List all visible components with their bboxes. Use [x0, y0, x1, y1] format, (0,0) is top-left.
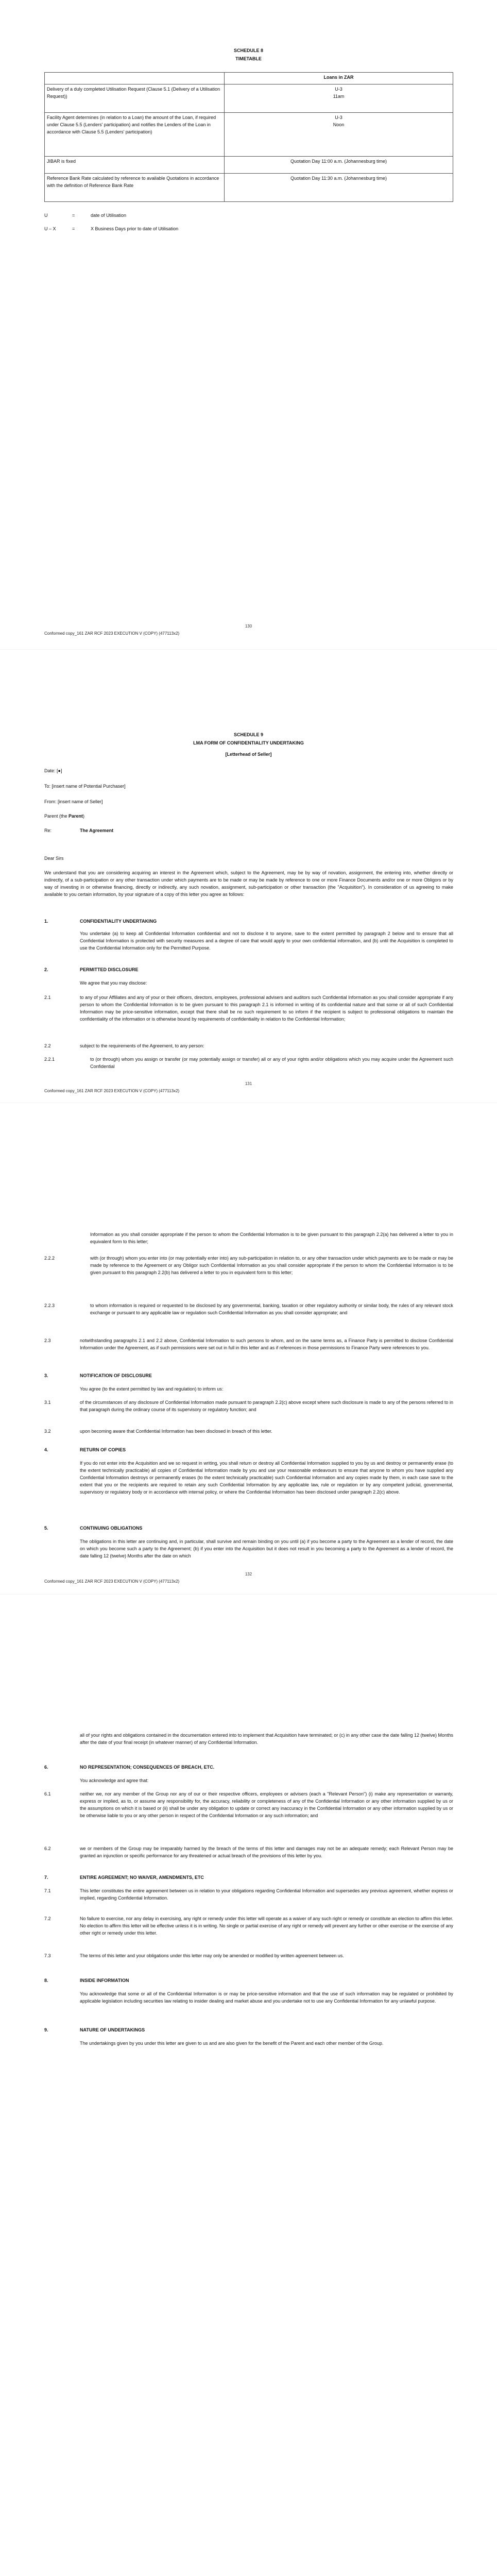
letter-parent: Parent (the Parent)	[44, 814, 85, 819]
section-heading: CONFIDENTIALITY UNDERTAKING	[80, 919, 157, 924]
clause-number: 7.2	[44, 1916, 51, 1921]
section-heading: RETURN OF COPIES	[80, 1447, 126, 1452]
section-number: 2.	[44, 967, 48, 972]
definition-equals: =	[72, 226, 75, 231]
section-heading: PERMITTED DISCLOSURE	[80, 967, 139, 972]
page-divider	[0, 649, 497, 650]
letter-from: From: [insert name of Seller]	[44, 799, 103, 804]
page-footer: Conformed copy_161 ZAR RCF 2023 EXECUTION V (COPY) (477113x2)	[44, 631, 180, 636]
table-row	[45, 157, 453, 174]
page-footer: Conformed copy_161 ZAR RCF 2023 EXECUTION V (COPY) (477113x2)	[44, 1579, 180, 1584]
letter-re-label: Re:	[44, 828, 52, 833]
letter-re-value: The Agreement	[80, 828, 114, 833]
clause-number: 2.2.3	[44, 1303, 55, 1308]
section-text: The undertakings given by you under this letter are given to us and are also given for the benefit of the Parent and each other member of the Group.	[80, 2041, 384, 2046]
definition-text: X Business Days prior to date of Utilisation	[91, 226, 179, 231]
page-number: 130	[245, 624, 252, 629]
row-value: Quotation Day 11:30 a.m. (Johannesburg time)	[225, 174, 453, 202]
clause-text: with (or through) whom you enter into (or may potentially enter into) any sub-participation in relation to, or any other transaction under which payments are to be made or may be made by reference to the Agreement or any Obligor such Confidential Information as you shall consider appropriate if the person to whom the Confidential Information is to be given pursuant to this paragraph 2.2(b) has delivered a letter to you in equivalent form to this letter;	[90, 1256, 453, 1275]
row-value: U-3 Noon	[225, 113, 453, 157]
section-number: 8.	[44, 1978, 48, 1983]
schedule-title: SCHEDULE 8	[233, 48, 263, 53]
section-number: 4.	[44, 1447, 48, 1452]
clause-text: No failure to exercise, nor any delay in exercising, any right or remedy under this letter will operate as a waiver of any such right or remedy or constitute an election to affirm this letter. No election to affirm this letter will be effective unless it is in writing. No single or partial exercise of any right or remedy will prevent any further or other exercise or the exercise of any other right or remedy under this letter.	[80, 1916, 453, 1936]
clause-continuation: Information as you shall consider appropriate if the person to whom the Confidential Information is to be given pursuant to this paragraph 2.2(a) has delivered a letter to you in equivalent form to this letter;	[90, 1232, 453, 1244]
definition-equals: =	[72, 213, 75, 218]
page-number: 131	[245, 1081, 252, 1086]
schedule-title: SCHEDULE 9	[233, 732, 263, 737]
section-heading: NATURE OF UNDERTAKINGS	[80, 2027, 145, 2032]
clause-text: This letter constitutes the entire agreement between us in relation to your obligations regarding Confidential Information and supersedes any previous agreement, whether express or implied, regarding Confidential Information.	[80, 1888, 453, 1901]
row-label: Delivery of a duly completed Utilisation Request (Clause 5.1 (Delivery of a Utilisation Request))	[45, 84, 225, 113]
clause-number: 2.2.2	[44, 1256, 55, 1261]
letter-to: To: [insert name of Potential Purchaser]	[44, 784, 126, 789]
section-number: 9.	[44, 2027, 48, 2032]
clause-text: of the circumstances of any disclosure of Confidential Information made pursuant to paragraph 2.2(c) above except where such disclosure is made to any of the persons referred to in that paragraph during the ordinary course of its supervisory or regulatory function; and	[80, 1400, 453, 1412]
clause-number: 6.2	[44, 1846, 51, 1851]
row-label: JIBAR is fixed	[45, 157, 225, 174]
page-divider	[0, 1594, 497, 1595]
letter-date: Date: [●]	[44, 768, 62, 773]
row-value: U-3 11am	[225, 84, 453, 113]
clause-text: upon becoming aware that Confidential Information has been disclosed in breach of this letter.	[80, 1429, 272, 1434]
clause-number: 7.3	[44, 1953, 51, 1958]
page-number: 132	[245, 1572, 252, 1577]
clause-number: 3.2	[44, 1429, 51, 1434]
section-text: You undertake (a) to keep all Confidential Information confidential and not to disclose it to anyone, save to the extent permitted by paragraph 2 below and to ensure that all Confidential Information is protected with security measures and a degree of care that would apply to your own confidential information, and (b) until the Acquisition is completed to use the Confidential Information only for the Permitted Purpose.	[80, 931, 453, 951]
clause-number: 7.1	[44, 1888, 51, 1893]
row-label: Facility Agent determines (in relation to a Loan) the amount of the Loan, if required under Clause 5.5 (Lenders' participation) and notifies the Lenders of the Loan in accordance with Clause 5.5 (Lenders' participation)	[45, 113, 225, 157]
section-text: You agree (to the extent permitted by law and regulation) to inform us:	[80, 1386, 224, 1392]
definition-term: U – X	[44, 226, 56, 231]
section-text: We agree that you may disclose:	[80, 980, 147, 986]
definition-term: U	[44, 213, 48, 218]
clause-text: The terms of this letter and your obligations under this letter may only be amended or modified by written agreement between us.	[80, 1953, 344, 1958]
table-row	[45, 113, 453, 157]
clause-text: to (or through) whom you assign or transfer (or may potentially assign or transfer) all or any of your rights and/or obligations which you may acquire under the Agreement such Confidential	[90, 1057, 453, 1069]
section-text: The obligations in this letter are continuing and, in particular, shall survive and remain binding on you until (a) if you become a party to the Agreement as a lender of record, the date on which you become such a party to the Agreement; (b) if you enter into the Acquisition but it does not result in you becoming a party to the Agreement as a lender of record, the date falling 12 (twelve) Months after the date on which	[80, 1539, 453, 1558]
section-heading: INSIDE INFORMATION	[80, 1978, 129, 1983]
section-continuation: all of your rights and obligations contained in the documentation entered into to implement that Acquisition have terminated; or (c) in any other case the date falling 12 (twelve) Months after the date of your final receipt (in whatever manner) of any Confidential Information.	[80, 1733, 453, 1745]
clause-number: 2.1	[44, 995, 51, 1000]
row-label: Reference Bank Rate calculated by reference to available Quotations in accordance with the definition of Reference Bank Rate	[45, 174, 225, 202]
salutation: Dear Sirs	[44, 856, 64, 861]
clause-number: 3.1	[44, 1400, 51, 1405]
column-header: Loans in ZAR	[225, 73, 453, 84]
section-heading: CONTINUING OBLIGATIONS	[80, 1526, 143, 1531]
clause-text: to whom information is required or requested to be disclosed by any governmental, banking, taxation or other regulatory authority or similar body, the rules of any relevant stock exchange or pursuant to any applicable law or regulation such Confidential Information as you shall consider appropriate; and	[90, 1303, 453, 1315]
clause-text: we or members of the Group may be irreparably harmed by the breach of the terms of this letter and damages may not be an adequate remedy; each Relevant Person may be granted an injunction or specific performance for any threatened or actual breach of the provisions of this letter by you.	[80, 1846, 453, 1858]
clause-number: 6.1	[44, 1791, 51, 1797]
section-heading: ENTIRE AGREEMENT; NO WAIVER, AMENDMENTS, ETC	[80, 1875, 204, 1880]
section-number: 6.	[44, 1765, 48, 1770]
row-value: Quotation Day 11:00 a.m. (Johannesburg time)	[225, 157, 453, 174]
table-row	[45, 174, 453, 202]
clause-number: 2.2	[44, 1043, 51, 1048]
section-number: 7.	[44, 1875, 48, 1880]
section-number: 3.	[44, 1373, 48, 1378]
section-heading: NO REPRESENTATION; CONSEQUENCES OF BREACH, ETC.	[80, 1765, 215, 1770]
schedule-subtitle: TIMETABLE	[235, 56, 262, 61]
clause-text: to any of your Affiliates and any of your or their officers, directors, employees, professional advisers and auditors such Confidential Information as you shall consider appropriate if any person to whom the Confidential Information is to be given pursuant to this paragraph 2.1 is informed in writing of its confidential nature and that some or all of such Confidential Information may be price-sensitive information, except that there shall be no such requirement to so inform if the recipient is subject to professional obligations to maintain the confidentiality of the information or is otherwise bound by requirements of confidentiality in relation to the Confidential Information;	[80, 995, 453, 1022]
letterhead: [Letterhead of Seller]	[225, 752, 272, 757]
timetable	[44, 72, 453, 202]
clause-number: 2.2.1	[44, 1057, 55, 1062]
table-header-row	[45, 73, 453, 84]
schedule-subtitle: LMA FORM OF CONFIDENTIALITY UNDERTAKING	[193, 740, 304, 745]
section-text: You acknowledge that some or all of the Confidential Information is or may be price-sensitive information and that the use of such information may be regulated or prohibited by applicable legislation including securities law relating to insider dealing and market abuse and you undertake not to use any Confidential Information for any unlawful purpose.	[80, 1991, 453, 2004]
section-text: You acknowledge and agree that:	[80, 1778, 149, 1783]
section-number: 5.	[44, 1526, 48, 1531]
clause-text: neither we, nor any member of the Group nor any of our or their respective officers, employees or advisers (each a "Relevant Person") (i) make any representation or warranty, express or implied, as to, or assume any responsibility for, the accuracy, reliability or completeness of any of the Confidential Information or any other information supplied by us or the assumptions on which it is based or (ii) shall be under any obligation to update or correct any inaccuracy in the Confidential Information or any other information supplied by us or be otherwise liable to you or any other person in respect of the Confidential Information or any such information; and	[80, 1791, 453, 1818]
clause-number: 2.3	[44, 1338, 51, 1343]
clause-text: notwithstanding paragraphs 2.1 and 2.2 above, Confidential Information to such persons to whom, and on the same terms as, a Finance Party is permitted to disclose Confidential Information under the Agreement, as if such permissions were set out in full in this letter and as if references in those permissions to Finance Party were references to you.	[80, 1338, 453, 1350]
page-footer: Conformed copy_161 ZAR RCF 2023 EXECUTION V (COPY) (477113x2)	[44, 1089, 180, 1093]
clause-text: subject to the requirements of the Agreement, to any person:	[80, 1043, 204, 1048]
intro-paragraph: We understand that you are considering acquiring an interest in the Agreement which, subject to the Agreement, may be by way of novation, assignment, the entering into, whether directly or indirectly, of a sub-participation or any other transaction under which payments are to be made or may be made by reference to one or more Finance Documents and/or one or more Obligors or by way of investing in or otherwise financing, directly or indirectly, any such novation, assignment, sub-participation or other transaction (the "Acquisition"). In consideration of us agreeing to make available to you certain information, by your signature of a copy of this letter you agree as follows:	[44, 870, 453, 897]
definition-text: date of Utilisation	[91, 213, 127, 218]
table-row	[45, 84, 453, 113]
section-number: 1.	[44, 919, 48, 924]
section-heading: NOTIFICATION OF DISCLOSURE	[80, 1373, 152, 1378]
section-text: If you do not enter into the Acquisition and we so request in writing, you shall return or destroy all Confidential Information supplied to you by us and destroy or permanently erase (to the extent technically practicable) all copies of Confidential Information made by you and use your reasonable endeavours to ensure that anyone to whom you have supplied any Confidential Information destroys or permanently erases (to the extent technically practicable) such Confidential Information and any copies made by them, in each case save to the extent that you or the recipients are required to retain any such Confidential Information by any applicable law, rule or regulation or by any competent judicial, governmental, supervisory or regulatory body or in accordance with internal policy, or where the Confidential Information has been disclosed under paragraph 2.2(c) above.	[80, 1461, 453, 1495]
